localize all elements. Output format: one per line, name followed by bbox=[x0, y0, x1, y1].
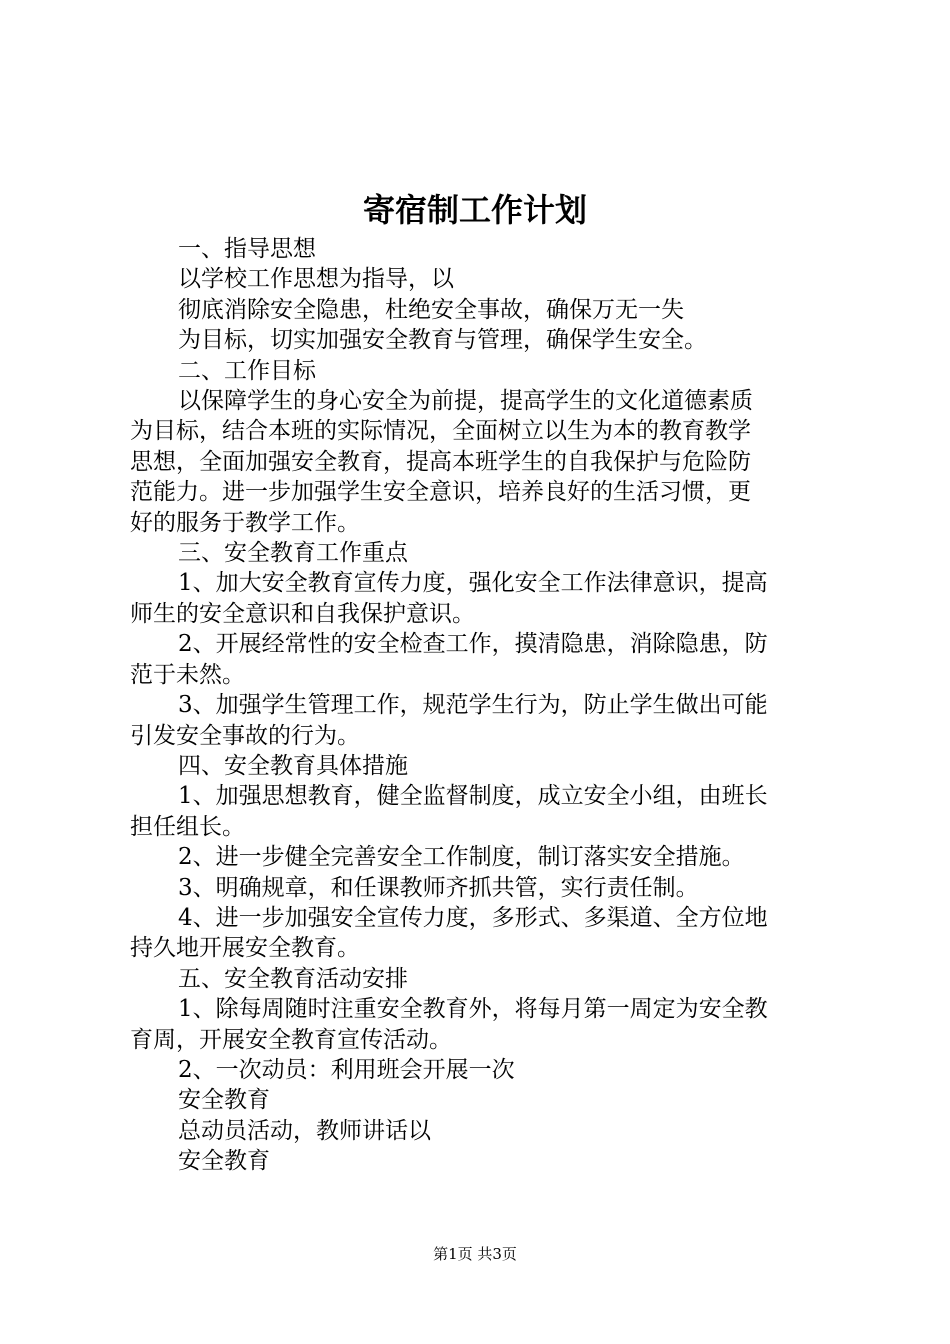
paragraph-line: 为目标，切实加强安全教育与管理，确保学生安全。 bbox=[178, 327, 707, 354]
paragraph-line: 持久地开展安全教育。 bbox=[130, 935, 360, 962]
paragraph-line: 五、安全教育活动安排 bbox=[178, 965, 408, 992]
paragraph-line: 3、加强学生管理工作，规范学生行为，防止学生做出可能 bbox=[178, 692, 768, 719]
paragraph-line: 3、明确规章，和任课教师齐抓共管，实行责任制。 bbox=[178, 874, 699, 901]
paragraph-line: 思想，全面加强安全教育，提高本班学生的自我保护与危险防 bbox=[130, 448, 751, 475]
paragraph-line: 1、加强思想教育，健全监督制度，成立安全小组，由班长 bbox=[178, 783, 768, 810]
paragraph-line: 1、加大安全教育宣传力度，强化安全工作法律意识，提高 bbox=[178, 570, 768, 597]
paragraph-line: 4、进一步加强安全宣传力度，多形式、多渠道、全方位地 bbox=[178, 904, 768, 931]
paragraph-line: 1、除每周随时注重安全教育外，将每月第一周定为安全教 bbox=[178, 996, 768, 1023]
document-title: 寄宿制工作计划 bbox=[362, 191, 587, 229]
paragraph-line: 为目标，结合本班的实际情况，全面树立以生为本的教育教学 bbox=[130, 418, 751, 445]
paragraph-line: 2、开展经常性的安全检查工作，摸清隐患，消除隐患，防 bbox=[178, 631, 768, 658]
paragraph-line: 四、安全教育具体措施 bbox=[178, 752, 408, 779]
page-footer: 第1页 共3页 bbox=[433, 1245, 517, 1263]
paragraph-line: 担任组长。 bbox=[130, 813, 245, 840]
paragraph-line: 育周，开展安全教育宣传活动。 bbox=[130, 1026, 452, 1053]
paragraph-line: 安全教育 bbox=[178, 1148, 270, 1175]
paragraph-line: 师生的安全意识和自我保护意识。 bbox=[130, 600, 475, 627]
paragraph-line: 范于未然。 bbox=[130, 661, 245, 688]
paragraph-line: 总动员活动，教师讲话以 bbox=[178, 1117, 431, 1144]
paragraph-line: 好的服务于教学工作。 bbox=[130, 509, 360, 536]
paragraph-line: 二、工作目标 bbox=[178, 357, 316, 384]
paragraph-line: 范能力。进一步加强学生安全意识，培养良好的生活习惯，更 bbox=[130, 479, 751, 506]
paragraph-line: 2、进一步健全完善安全工作制度，制订落实安全措施。 bbox=[178, 844, 745, 871]
paragraph-line: 三、安全教育工作重点 bbox=[178, 540, 408, 567]
paragraph-line: 2、一次动员：利用班会开展一次 bbox=[178, 1056, 515, 1083]
paragraph-line: 引发安全事故的行为。 bbox=[130, 722, 360, 749]
paragraph-line: 以学校工作思想为指导，以 bbox=[178, 266, 454, 293]
paragraph-line: 安全教育 bbox=[178, 1087, 270, 1114]
paragraph-line: 一、指导思想 bbox=[178, 236, 316, 262]
paragraph-line: 彻底消除安全隐患，杜绝安全事故，确保万无一失 bbox=[178, 296, 684, 323]
document-body bbox=[130, 234, 830, 1177]
paragraph-line: 以保障学生的身心安全为前提，提高学生的文化道德素质 bbox=[178, 388, 753, 415]
